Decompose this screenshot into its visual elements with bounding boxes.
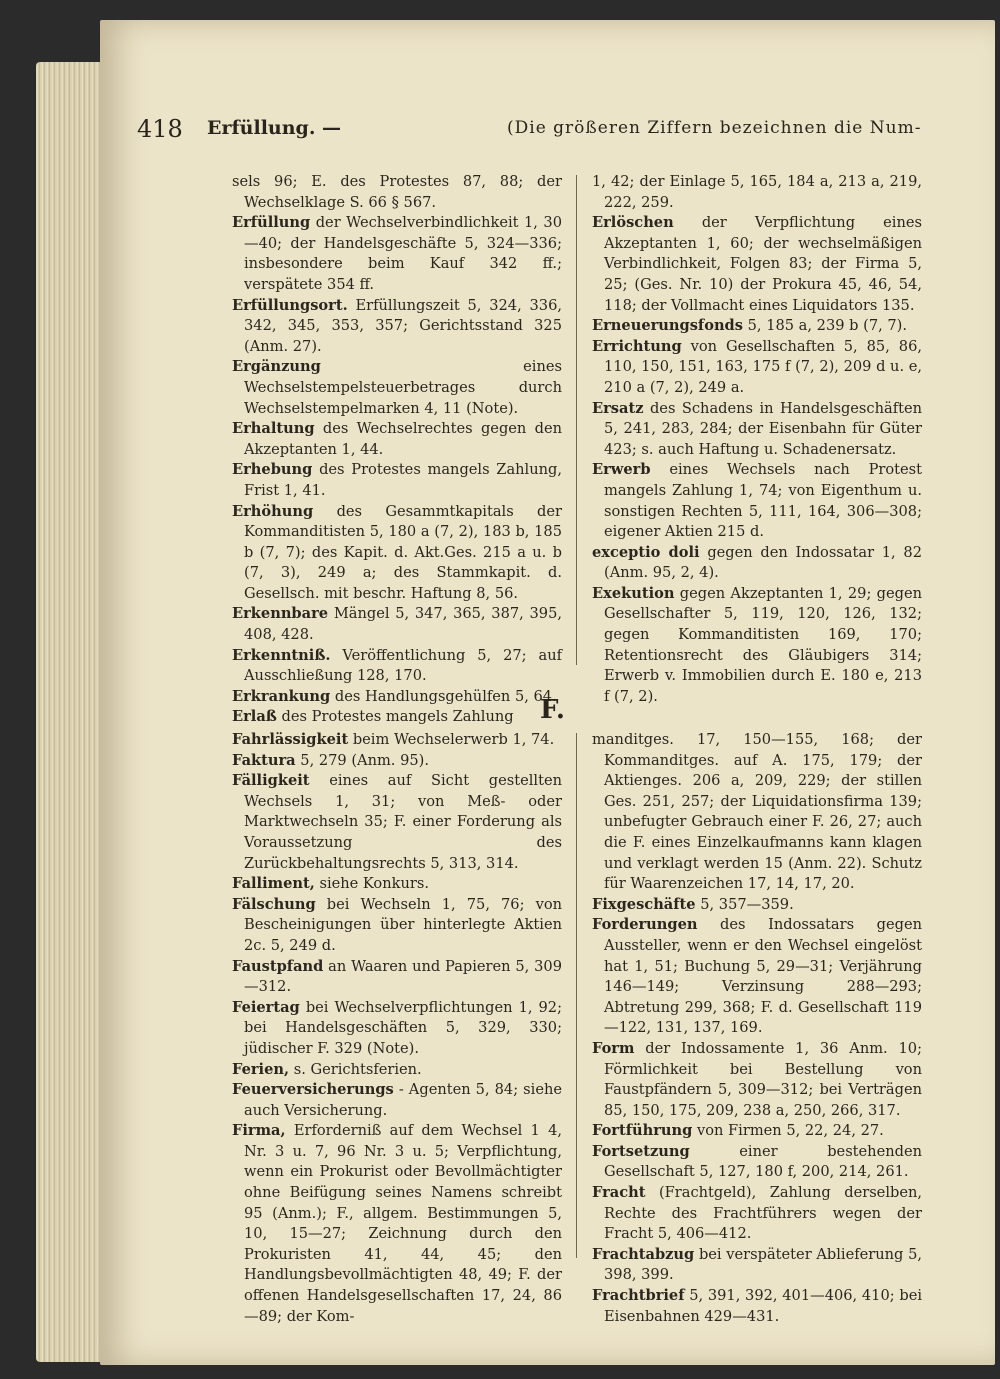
index-entry <box>592 213 922 316</box>
index-headword: Erkrankung <box>232 687 331 705</box>
index-references: beim Wechselerwerb 1, 74. <box>352 731 555 748</box>
index-entry <box>592 316 922 337</box>
index-references: bei Wechselverpflichtungen 1, 92; bei Handelsgeschäften 5, 329, 330; jüdischer F. 329 (Note). <box>244 998 563 1057</box>
index-references: an Waaren und Papieren 5, 309—312. <box>244 957 562 996</box>
header-note: (Die größeren Ziffern bezeichnen die Num- <box>507 118 922 138</box>
index-references: Erforderniß auf dem Wechsel 1 4, Nr. 3 u. 7, 96 Nr. 3 u. 5; Verpflichtung, wenn ein Prokurist oder Bevollmächtigter ohne Beifügung seines Namens schreibt 95 (Anm.); F., allgem. Bestimmungen 5, 10, 15—27; Zeichnung durch den Prokuristen 41, 44, 45; den Handlungsbevollmächtigten 48, 49; F. der offenen Handelsgesellschaften 17, 24, 86—89; der Kom- <box>244 1122 562 1325</box>
index-headword: Erfüllungsort. <box>232 296 348 314</box>
index-references: 5, 279 (Anm. 95). <box>300 751 429 769</box>
index-references: s. Gerichtsferien. <box>293 1060 422 1078</box>
index-references: des Wechselrechtes gegen den Akzeptanten 1, 44. <box>244 420 563 458</box>
index-references: von Gesellschaften 5, 85, 86, 110, 150, 151, 163, 175 f (7, 2), 209 d u. e, 210 a (7, 2), 249 a. <box>604 337 923 396</box>
index-headword: Frachtabzug <box>592 1245 695 1263</box>
index-references: sels 96; E. des Protestes 87, 88; der Wechselklage S. 66 § 567. <box>232 173 562 211</box>
index-headword: Ersatz <box>592 399 644 417</box>
index-headword: Ergänzung <box>232 358 321 376</box>
page-header <box>137 113 987 147</box>
index-headword: Fortsetzung <box>592 1142 690 1160</box>
index-entry <box>592 1183 922 1245</box>
index-references: des Schadens in Handelsgeschäften 5, 241, 283, 284; der Eisenbahn für Güter 423; s. auch Haftung u. Schadenersatz. <box>604 399 922 458</box>
column-lower-left <box>232 730 562 1327</box>
index-references: 5, 391, 392, 401—406, 410; bei Eisenbahnen 429—431. <box>604 1287 923 1325</box>
index-headword: Firma, <box>232 1122 286 1140</box>
column-upper-right <box>592 172 922 707</box>
index-headword: exceptio doli <box>592 543 700 561</box>
index-headword: Fahrlässigkeit <box>232 731 349 748</box>
index-headword: Erwerb <box>592 461 651 479</box>
index-headword: Erlaß <box>232 708 277 726</box>
index-headword: Erhebung <box>232 461 313 479</box>
index-headword: Faktura <box>232 751 296 769</box>
index-headword: Erneuerungsfonds <box>592 317 743 335</box>
index-entry <box>232 1080 562 1121</box>
index-headword: Feuerversicherungs <box>232 1081 394 1099</box>
index-headword: Erkenntniß. <box>232 646 331 664</box>
index-entry <box>592 1142 922 1183</box>
index-headword: Fälligkeit <box>232 772 310 790</box>
index-references: 5, 357—359. <box>700 895 794 913</box>
index-headword: Erhöhung <box>232 502 314 520</box>
index-entry <box>592 895 922 916</box>
index-entry <box>592 1121 922 1142</box>
index-headword: Fortführung <box>592 1122 693 1140</box>
index-entry <box>592 337 922 399</box>
index-entry <box>232 751 562 772</box>
index-entry <box>232 687 562 708</box>
running-head: Erfüllung. — <box>207 117 342 139</box>
index-entry <box>592 172 922 213</box>
index-references: bei verspäteter Ablieferung 5, 398, 399. <box>604 1245 922 1284</box>
index-headword: Fixgeschäfte <box>592 895 696 913</box>
page-number: 418 <box>137 115 183 143</box>
index-entry <box>232 957 562 998</box>
index-references: Mängel 5, 347, 365, 387, 395, 408, 428. <box>244 605 562 644</box>
index-references: - Agenten 5, 84; siehe auch Versicherung. <box>244 1081 563 1119</box>
index-references: des Protestes mangels Zahlung <box>281 708 514 726</box>
index-references: der Indossamente 1, 36 Anm. 10; Förmlichkeit bei Bestellung von Faustpfändern 5, 309—312; bei Verträgen 85, 150, 175, 209, 238 a, 250, 266, 317. <box>604 1039 922 1119</box>
index-references: gegen Akzeptanten 1, 29; gegen Gesellschafter 5, 119, 120, 126, 132; gegen Kommanditisten 169, 170; Retentionsrecht des Gläubigers 314; Erwerb v. Immobilien durch E. 180 e, 213 f (7, 2). <box>604 584 923 705</box>
index-entry <box>232 707 562 728</box>
index-references: der Wechselverbindlichkeit 1, 30—40; der Handelsgeschäfte 5, 324—336; insbesondere beim Kauf 342 ff.; verspätete 354 ff. <box>244 214 562 293</box>
index-entry <box>232 296 562 358</box>
index-headword: Form <box>592 1039 635 1057</box>
index-references: Erfüllungszeit 5, 324, 336, 342, 345, 353, 357; Gerichtsstand 325 (Anm. 27). <box>244 296 562 355</box>
column-upper-left <box>232 172 562 728</box>
index-headword: Forderungen <box>592 916 698 934</box>
index-references: (Frachtgeld), Zahlung derselben, Rechte des Frachtführers wegen der Fracht 5, 406—412. <box>604 1184 923 1243</box>
column-lower-right <box>592 730 922 1327</box>
index-references: bei Wechseln 1, 75, 76; von Bescheinigungen über hinterlegte Aktien 2c. 5, 249 d. <box>244 895 563 954</box>
index-entry <box>232 172 562 213</box>
index-references: siehe Konkurs. <box>319 875 429 893</box>
index-entry <box>592 1286 922 1327</box>
index-entry <box>232 502 562 605</box>
index-headword: Feiertag <box>232 998 300 1016</box>
column-divider <box>576 175 577 665</box>
index-headword: Errichtung <box>592 337 682 355</box>
index-headword: Exekution <box>592 584 675 602</box>
index-entry <box>232 213 562 295</box>
index-entry <box>592 730 922 895</box>
index-entry <box>592 460 922 542</box>
index-references: einer bestehenden Gesellschaft 5, 127, 180 f, 200, 214, 261. <box>604 1142 922 1181</box>
index-references: eines auf Sicht gestellten Wechsels 1, 31; von Meß- oder Marktwechseln 35; F. einer Forderung als Voraussetzung des Zurückbehaltungsrechts 5, 313, 314. <box>244 772 562 872</box>
index-headword: Frachtbrief <box>592 1287 685 1305</box>
index-references: 5, 185 a, 239 b (7, 7). <box>747 317 908 335</box>
index-entry <box>232 357 562 419</box>
index-entry <box>232 646 562 687</box>
index-references: des Indossatars gegen Aussteller, wenn er den Wechsel eingelöst hat 1, 51; Buchung 5, 29—31; Verjährung 146—149; Verzinsung 288—293; Abtretung 299, 368; F. d. Gesellschaft 119—122, 131, 137, 169. <box>604 916 922 1037</box>
index-entry <box>592 584 922 708</box>
index-headword: Falliment, <box>232 875 315 893</box>
index-entry <box>592 399 922 461</box>
index-headword: Ferien, <box>232 1060 290 1078</box>
index-headword: Faustpfand <box>232 957 324 975</box>
index-entry <box>592 1039 922 1121</box>
index-references: eines Wechsels nach Protest mangels Zahlung 1, 74; von Eigenthum u. sonstigen Rechten 5, 111, 164, 306—308; eigener Aktien 215 d. <box>604 461 923 541</box>
index-headword: Erlöschen <box>592 214 674 232</box>
index-references: von Firmen 5, 22, 24, 27. <box>696 1122 884 1140</box>
index-entry <box>232 771 562 874</box>
index-entry <box>232 730 562 751</box>
index-entry <box>232 419 562 460</box>
section-letter: F. <box>540 695 565 725</box>
column-divider <box>576 733 577 1258</box>
index-references: manditges. 17, 150—155, 168; der Kommanditges. auf A. 175, 179; der Aktienges. 206 a, 209, 229; der stillen Ges. 251, 257; der Liquidationsfirma 139; unbefugter Gebrauch einer F. 26, 27; auch die F. eines Einzelkaufmanns kann klagen und verklagt werden 15 (Anm. 22). Schutz für Waarenzeichen 17, 14, 17, 20. <box>592 731 922 893</box>
index-entry <box>232 1060 562 1081</box>
index-headword: Erhaltung <box>232 420 315 438</box>
index-references: des Protestes mangels Zahlung, Frist 1, 41. <box>244 461 562 499</box>
index-headword: Fracht <box>592 1184 646 1202</box>
index-references: 1, 42; der Einlage 5, 165, 184 a, 213 a, 219, 222, 259. <box>592 173 922 211</box>
index-references: eines Wechselstempelsteuerbetrages durch Wechselstempelmarken 4, 11 (Note). <box>244 358 562 417</box>
index-headword: Fälschung <box>232 895 316 913</box>
index-headword: Erkennbare <box>232 605 329 623</box>
index-references: des Gesammtkapitals der Kommanditisten 5, 180 a (7, 2), 183 b, 185 b (7, 7); des Kapit. d. Akt.Ges. 215 a u. b (7, 3), 249 a; des Stammkapit. d. Gesellsch. mit beschr. Haftung 8, 56. <box>244 502 562 602</box>
index-entry <box>232 895 562 957</box>
index-entry <box>592 543 922 584</box>
index-references: Veröffentlichung 5, 27; auf Ausschließung 128, 170. <box>244 646 562 685</box>
index-entry <box>592 1245 922 1286</box>
index-references: der Verpflichtung eines Akzeptanten 1, 60; der wechselmäßigen Verbindlichkeit, Folgen 83; der Firma 5, 25; (Ges. Nr. 10) der Prokura 45, 46, 54, 118; der Vollmacht eines Liquidators 135. <box>604 214 922 314</box>
index-entry <box>232 1121 562 1327</box>
index-entry <box>232 460 562 501</box>
index-entry <box>592 915 922 1039</box>
index-headword: Erfüllung <box>232 214 311 232</box>
index-references: des Handlungsgehülfen 5, 64. <box>334 687 557 705</box>
index-entry <box>232 874 562 895</box>
index-entry <box>232 998 562 1060</box>
index-references: gegen den Indossatar 1, 82 (Anm. 95, 2, 4). <box>604 543 922 582</box>
index-entry <box>232 604 562 645</box>
